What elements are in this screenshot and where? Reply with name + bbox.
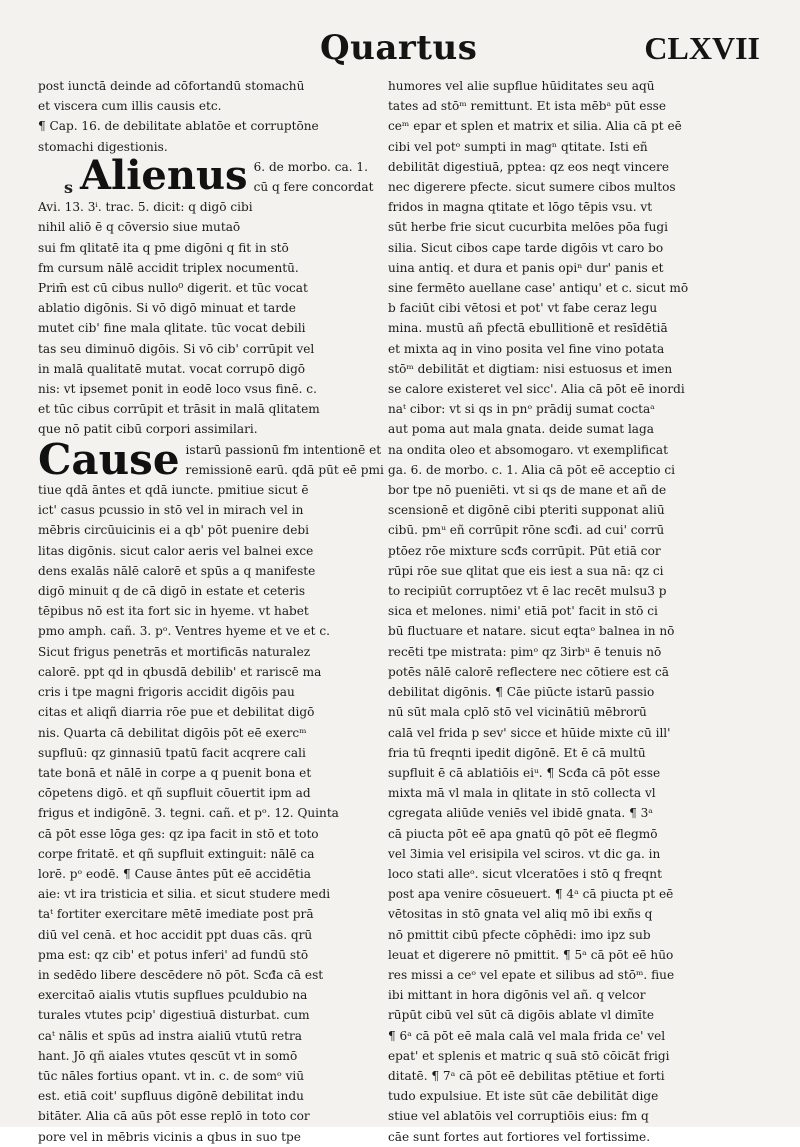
text-line: et tūc cibus corrūpit et trāsit in malā qlitatem	[38, 402, 320, 417]
text-line: vel 3imia vel erisipila vel sciros. vt dic ga. in	[388, 846, 661, 861]
text-line: pma est: qz cib' et potus inferi' ad fundū stō	[38, 947, 309, 962]
text-line: diū vel cenā. et hoc accidit ppt duas cās. qrū	[38, 927, 313, 942]
marginal-letter: s	[64, 178, 74, 197]
text-line: epat' et splenis et matric q suā stō cōicāt frigi	[388, 1048, 670, 1063]
chapter-intro	[38, 76, 374, 157]
text-line: stōᵐ debilitāt et digtiam: nisi estuosus et imen	[388, 361, 673, 376]
text-line: fm cursum nālē accidit triplex nocumentū.	[38, 260, 299, 275]
text-line: frigus et indigōnē. 3. tegni. cañ. et pᵒ. 12. Quinta	[38, 806, 339, 821]
text-line: aut poma aut mala gnata. deide sumat laga	[388, 422, 654, 437]
text-line: potēs nālē calorē reflectere nec cōtiere est cā	[388, 664, 669, 679]
text-line: corpe fritatē. et qñ supfluit extinguit: nālē ca	[38, 846, 315, 861]
right-column	[388, 76, 724, 1147]
text-line: que nō patit cibū corpori assimilari.	[38, 422, 258, 437]
text-line: na ondita oleo et absomogaro. vt exemplificat	[388, 442, 668, 457]
text-line: pore vel in mēbris vicinis a qbus in suo tpe	[38, 1129, 301, 1144]
text-line: sine fermēto auellane case' antiqu' et c. sicut mō	[388, 281, 689, 296]
text-line: caᵗ nālis et spūs ad instra aialiū vtutū retra	[38, 1028, 303, 1043]
text-line: tate bonā et nālē in corpe a q puenit bona et	[38, 765, 312, 780]
text-line: nū sūt mala cplō stō vel vicinātiū mēbrorū	[388, 705, 647, 720]
text-line: b faciūt cibi vētosi et pot' vt fabe ceraz legu	[388, 301, 658, 316]
text-line: tiue qdā āntes et qdā iuncte. pmitiue sicut ē	[38, 483, 309, 498]
text-line: Prim̄ est cū cibus nullo⁰ digerit. et tūc vocat	[38, 281, 308, 296]
text-line: cgregata aliūde veniēs vel ibidē gnata. ¶ 3ᵃ	[388, 806, 653, 821]
text-line: debilitāt digestiuā, pptea: qz eos neqt vincere	[388, 159, 669, 174]
text-line: taᵗ fortiter exercitare mētē imediate post prā	[38, 907, 314, 922]
text-line: humores vel alie supflue hūiditates seu aqū	[388, 79, 655, 93]
text-line: res missi a ceᵒ vel epate et silibus ad stōᵐ. fiue	[388, 967, 675, 982]
text-line: to recipiūt corruptōez vt ē lac recēt mulsu3 p	[388, 584, 667, 599]
causes-paragraph	[38, 434, 384, 1147]
text-line: leuat et digerere nō pmittit. ¶ 5ᵃ cā pōt eē hūo	[388, 947, 674, 962]
text-line: cibi vel potᵒ sumpti in magⁿ qtitate. Isti eñ	[388, 139, 648, 154]
text-line: in malā qualitatē mutat. vocat corrupō digō	[38, 361, 306, 376]
text-line: vētositas in stō gnata vel aliq mō ibi exñs q	[388, 907, 653, 922]
text-line: 6. de morbo. ca. 1.	[253, 159, 368, 174]
text-line: loco stati alleᵒ. sicut vlceratōes i stō q freqnt	[388, 866, 662, 881]
text-line: mixta mā vl mala in qlitate in stō collecta vl	[388, 786, 656, 801]
text-line: in sedēdo libere descēdere nō pōt. Scđa cā est	[38, 967, 324, 982]
text-line: mutet cib' fine mala qlitate. tūc vocat debili	[38, 321, 306, 336]
text-line: dens exalās nālē calorē et spūs a q manifeste	[38, 563, 316, 578]
text-line: est. etiā coit' supfluus digōnē debilitat indu	[38, 1089, 304, 1104]
text-line: sica et melones. nimi' etiā pot' facit in stō ci	[388, 604, 658, 619]
text-line: recēti tpe mistrata: pimᵒ qz 3irbᵘ ē tenuis nō	[388, 644, 662, 659]
text-line: istarū passionū fm intentionē et	[185, 442, 382, 457]
text-line: mina. mustū añ pfectā ebullitionē et resīdētiā	[388, 321, 668, 336]
text-line: calorē. ppt qd in qbusdā debilib' et rariscē ma	[38, 664, 322, 679]
text-line: sui fm qlitatē ita q pme digōni q fit in stō	[38, 240, 289, 255]
text-line: nō pmittit cibū pfecte cōphēdi: imo ipz sub	[388, 927, 651, 942]
text-line: tēpibus nō est ita fort sic in hyeme. vt habet	[38, 604, 309, 619]
text-line: rūpūt cibū vel sūt cā digōis ablate vl dimīte	[388, 1008, 654, 1023]
text-line: nec digerere pfecte. sicut sumere cibos multos	[388, 180, 676, 195]
text-line: pmo amph. cañ. 3. pᵒ. Ventres hyeme et ve et c.	[38, 624, 331, 639]
text-line: hant. Jō qñ aiales vtutes qescūt vt in somō	[38, 1048, 298, 1063]
text-line: debilitat digōnis. ¶ Cāe piūcte istarū passio	[388, 685, 655, 700]
text-line: digō minuit q de cā digō in estate et ceteris	[38, 584, 306, 599]
text-line: tūc nāles fortius opant. vt in. c. de somᵒ viū	[38, 1068, 305, 1083]
text-line: bitāter. Alia cā aūs pōt esse replō in toto cor	[38, 1109, 310, 1124]
text-line: tudo expulsiue. Et iste sūt cāe debilitāt dige	[388, 1089, 659, 1104]
text-line: calā vel frida p sev' sicce et hūide mixte cū ill'	[388, 725, 671, 740]
column-gutter	[380, 76, 381, 1076]
text-line: ¶ 6ᵃ cā pōt eē mala calā vel mala frida ce' vel	[388, 1028, 666, 1043]
text-line: nis: vt ipsemet ponit in eodē loco vsus finē. c.	[38, 382, 317, 397]
text-line: se calore existeret vel sicc'. Alia cā pōt eē inordi	[388, 382, 685, 397]
text-line: tates ad stōᵐ remittunt. Et ista mēbᵃ pūt esse	[388, 99, 667, 114]
text-line: litas digōnis. sicut calor aeris vel balnei exce	[38, 543, 314, 558]
text-line: rūpi rōe sue qlitat que eis iest a sua nā: qz ci	[388, 563, 664, 578]
text-line: ptōez rōe mixture scđs corrūpit. Pūt etiā cor	[388, 543, 661, 558]
text-line: naᵗ cibor: vt si qs in pnᵒ prādij sumat coctaᵃ	[388, 402, 655, 417]
text-line: Sicut frigus penetrās et mortificās naturalez	[38, 644, 311, 659]
text-line: fridos in magna qtitate et lōgo tēpis vsu. vt	[388, 200, 653, 215]
text-line: aie: vt ira tristicia et silia. et sicut studere medi	[38, 887, 331, 902]
text-line: bū fluctuare et natare. sicut eqtaᵒ balnea in nō	[388, 624, 675, 639]
drop-initial-cause: Cause	[38, 434, 180, 484]
text-line: et mixta aq in vino posita vel fine vino potata	[388, 341, 665, 356]
text-line: ditatē. ¶ 7ᵃ cā pōt eē debilitas ptētiue et forti	[388, 1068, 665, 1083]
text-line: ceᵐ epar et splen et matrix et silia. Alia cā pt eē	[388, 119, 682, 134]
text-line: cāe sunt fortes aut fortiores vel fortissime.	[388, 1129, 651, 1144]
text-line: turales vtutes pcip' digestiuā disturbat. cum	[38, 1008, 310, 1023]
text-line: cris i tpe magni frigoris accidit digōis pau	[38, 685, 295, 700]
text-line: supfluū: qz ginnasiū tpatū facit acqrere cali	[38, 745, 306, 760]
galenus-paragraph	[38, 151, 374, 440]
text-line: stiue vel ablatōis vel corruptiōis eius: fm q	[388, 1109, 649, 1124]
text-line: ict' casus pcussio in stō vel in mirach vel in	[38, 503, 304, 518]
text-line: stomachi digestionis.	[38, 139, 168, 154]
text-line: fria tū freqnti ipedit digōnē. Et ē cā multū	[388, 745, 646, 760]
text-line: nihil aliō ē q cōversio siue mutaō	[38, 220, 241, 235]
text-line: et viscera cum illis causis etc.	[38, 99, 222, 114]
text-line: citas et aliqñ diarria rōe pue et debilitat digō	[38, 705, 315, 720]
text-line: ablatio digōnis. Si vō digō minuat et tarde	[38, 301, 296, 316]
text-line: cōpetens digō. et qñ supfluit cōuertit ipm ad	[38, 786, 311, 801]
text-line: cū q fere concordat	[253, 180, 374, 195]
folio-number: CLXVII	[644, 30, 760, 66]
text-line: tas seu diminuō digōis. Si vō cib' corrūpit vel	[38, 341, 315, 356]
drop-initial-galienus: Alienus	[80, 151, 248, 199]
text-line: Avi. 13. 3ⁱ. trac. 5. dicit: q digō cibi	[38, 200, 253, 215]
text-line: lorē. pᵒ eodē. ¶ Cause āntes pūt eē accidētia	[38, 866, 311, 881]
text-line: cibū. pmᵘ eñ corrūpit rōne scđi. ad cui' corrū	[388, 523, 665, 538]
text-line: scensionē et digōnē cibi pteriti supponat aliū	[388, 503, 665, 518]
text-line: cā pōt esse lōga ges: qz ipa facit in stō et toto	[38, 826, 319, 841]
text-line: post apa venire cōsueuert. ¶ 4ᵃ cā piucta pt eē	[388, 887, 674, 902]
text-line: bor tpe nō pueniēti. vt si qs de mane et añ de	[388, 483, 667, 498]
text-line: remissionē earū. qdā pūt eē pmi	[185, 462, 384, 477]
text-line: exercitaō aialis vtutis supflues pculdubio na	[38, 988, 308, 1003]
text-line: ga. 6. de morbo. c. 1. Alia cā pōt eē acceptio ci	[388, 462, 676, 477]
left-column	[38, 76, 384, 1147]
text-line: post iunctā deinde ad cōfortandū stomachū	[38, 79, 305, 93]
text-line: mēbris circūuicinis ei a qb' pōt puenire debi	[38, 523, 309, 538]
page-header	[320, 18, 760, 78]
text-line: cā piucta pōt eē apa gnatū qō pōt eē flegmō	[388, 826, 658, 841]
text-line: ¶ Cap. 16. de debilitate ablatōe et corruptōne	[38, 119, 319, 134]
text-line: sūt herbe frie sicut cucurbita melōes pōa fugi	[388, 220, 668, 235]
text-line: silia. Sicut cibos cape tarde digōis vt caro bo	[388, 240, 664, 255]
text-line: supfluit ē cā ablatiōis eiᵘ. ¶ Scđa cā pōt esse	[388, 765, 661, 780]
text-line: ibi mittant in hora digōnis vel añ. q velcor	[388, 988, 646, 1003]
text-line: uina antiq. et dura et panis opiⁿ dur' panis et	[388, 260, 664, 275]
running-title: Quartus	[320, 28, 478, 68]
text-line: nis. Quarta cā debilitat digōis pōt eē exercᵐ	[38, 725, 307, 740]
